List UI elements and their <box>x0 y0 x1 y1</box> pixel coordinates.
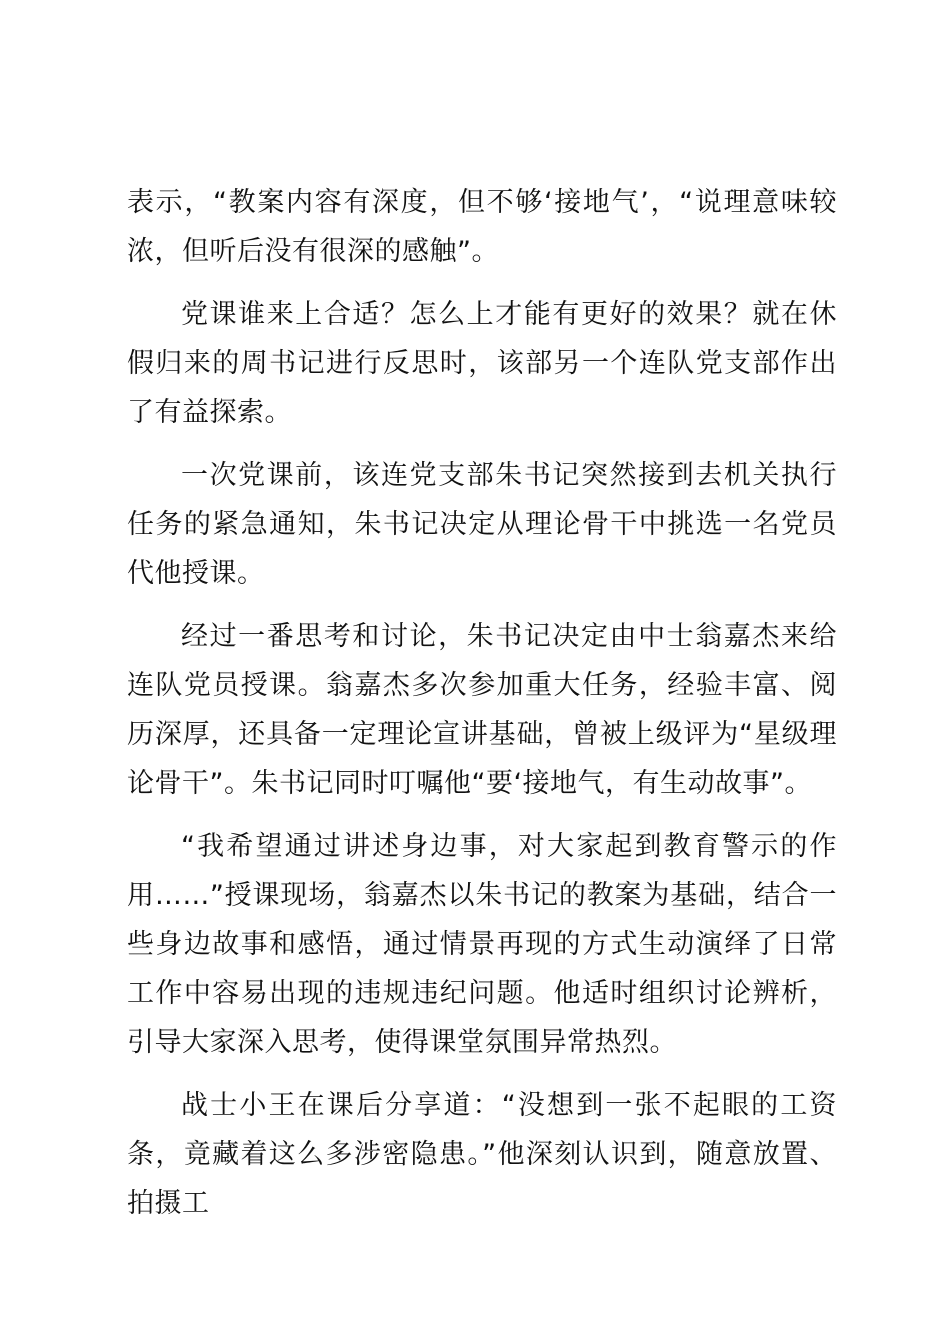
paragraph-4: 经过一番思考和讨论，朱书记决定由中士翁嘉杰来给连队党员授课。翁嘉杰多次参加重大任务，经验丰富、阅历深厚，还具备一定理论宣讲基础，曾被上级评为“星级理论骨干”。朱书记同时叮嘱他“要‘接地气，有生动故事”。 <box>127 621 837 799</box>
paragraph-2: 党课谁来上合适？怎么上才能有更好的效果？就在休假归来的周书记进行反思时，该部另一个连队党支部作出了有益探索。 <box>127 299 837 428</box>
paragraph-5: “我希望通过讲述身边事，对大家起到教育警示的作用……”授课现场，翁嘉杰以朱书记的教案为基础，结合一些身边故事和感悟，通过情景再现的方式生动演绎了日常工作中容易出现的违规违纪问题。他适时组织讨论辨析，引导大家深入思考，使得课堂氛围异常热烈。 <box>127 831 837 1058</box>
paragraph-1: 表示，“教案内容有深度，但不够‘接地气’，“说理意味较浓，但听后没有很深的感触”。 <box>127 187 837 267</box>
paragraph-6: 战士小王在课后分享道：“没想到一张不起眼的工资条，竟藏着这么多涉密隐患。”他深刻认识到，随意放置、拍摄工 <box>127 1090 837 1219</box>
document-page <box>127 178 837 1242</box>
paragraph-3: 一次党课前，该连党支部朱书记突然接到去机关执行任务的紧急通知，朱书记决定从理论骨干中挑选一名党员代他授课。 <box>127 460 837 589</box>
